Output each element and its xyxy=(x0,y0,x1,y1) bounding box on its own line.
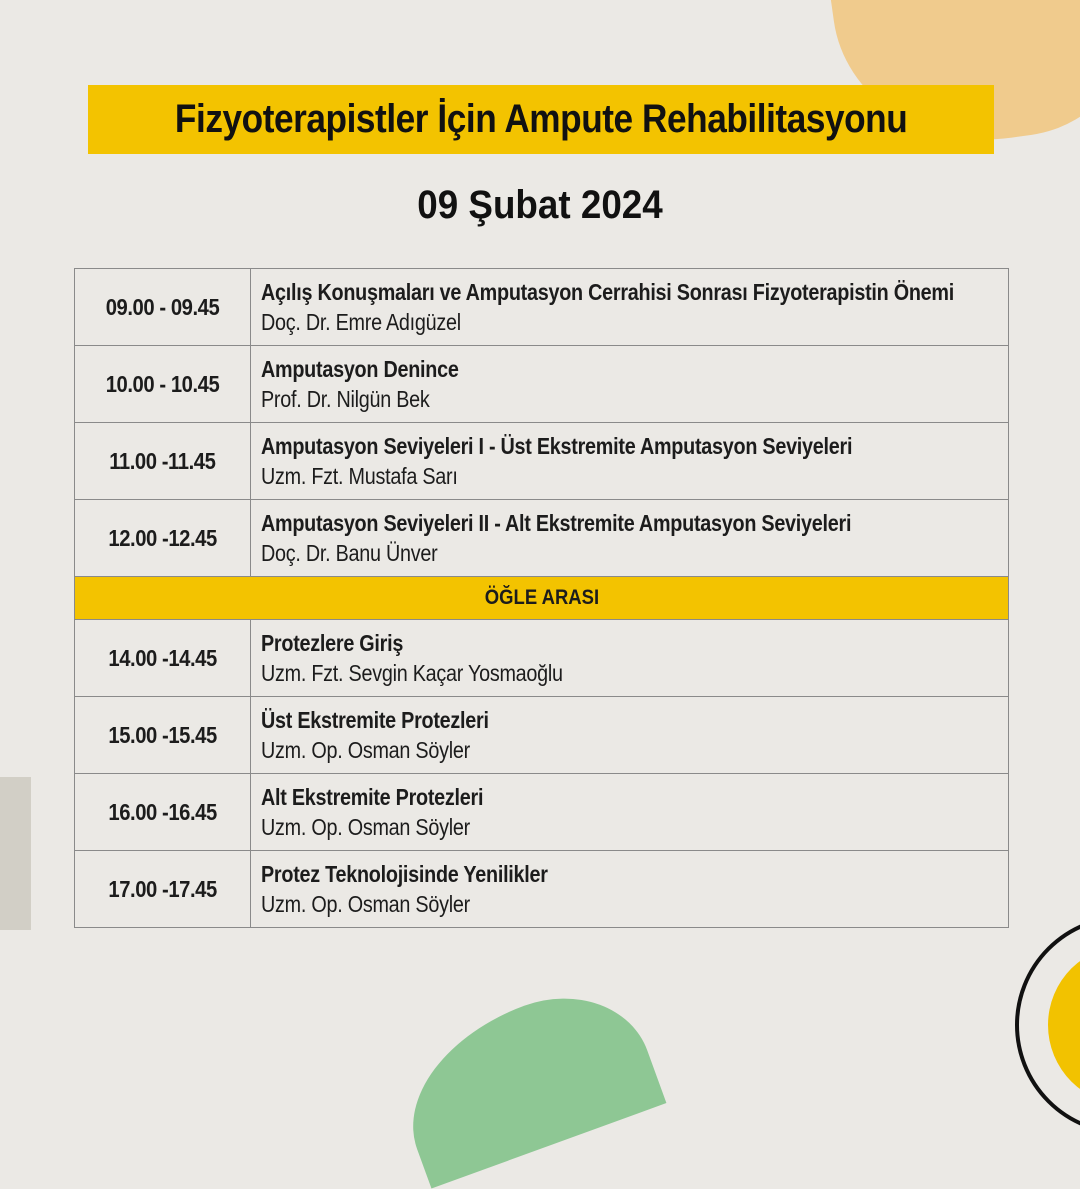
session-row xyxy=(75,620,1009,697)
session-info xyxy=(251,346,1009,423)
decorative-green-blob xyxy=(384,971,667,1188)
session-speaker: Prof. Dr. Nilgün Bek xyxy=(261,386,430,412)
session-row xyxy=(75,269,1009,346)
session-topic: Alt Ekstremite Protezleri xyxy=(261,784,484,810)
session-speaker: Uzm. Op. Osman Söyler xyxy=(261,814,470,840)
session-topic: Amputasyon Seviyeleri II - Alt Ekstremite Amputasyon Seviyeleri xyxy=(261,510,852,536)
session-topic: Amputasyon Denince xyxy=(261,356,459,382)
lunch-break-row xyxy=(75,577,1009,620)
session-topic: Açılış Konuşmaları ve Amputasyon Cerrahisi Sonrası Fizyoterapistin Önemi xyxy=(261,279,954,305)
session-topic: Protezlere Giriş xyxy=(261,630,404,656)
session-time: 15.00 -15.45 xyxy=(75,697,251,774)
session-time: 11.00 -11.45 xyxy=(75,423,251,500)
session-time: 16.00 -16.45 xyxy=(75,774,251,851)
session-info xyxy=(251,269,1009,346)
session-time: 12.00 -12.45 xyxy=(75,500,251,577)
session-time: 10.00 - 10.45 xyxy=(75,346,251,423)
session-time: 17.00 -17.45 xyxy=(75,851,251,928)
session-topic: Amputasyon Seviyeleri I - Üst Ekstremite Amputasyon Seviyeleri xyxy=(261,433,853,459)
session-speaker: Uzm. Fzt. Mustafa Sarı xyxy=(261,463,458,489)
session-row xyxy=(75,423,1009,500)
session-time: 09.00 - 09.45 xyxy=(75,269,251,346)
session-speaker: Uzm. Fzt. Sevgin Kaçar Yosmaoğlu xyxy=(261,660,563,686)
session-info xyxy=(251,774,1009,851)
session-row xyxy=(75,774,1009,851)
session-row xyxy=(75,346,1009,423)
decorative-outline-ring xyxy=(1015,915,1080,1135)
session-time: 14.00 -14.45 xyxy=(75,620,251,697)
session-info xyxy=(251,423,1009,500)
session-info xyxy=(251,697,1009,774)
event-date: 09 Şubat 2024 xyxy=(417,183,663,227)
session-info xyxy=(251,620,1009,697)
session-speaker: Doç. Dr. Emre Adıgüzel xyxy=(261,309,461,335)
session-row xyxy=(75,851,1009,928)
decorative-gray-tab xyxy=(0,777,31,930)
page-title: Fizyoterapistler İçin Ampute Rehabilitasyonu xyxy=(174,97,908,141)
title-banner xyxy=(88,85,994,154)
session-row xyxy=(75,500,1009,577)
program-table xyxy=(74,268,1009,928)
session-topic: Protez Teknolojisinde Yenilikler xyxy=(261,861,548,887)
session-speaker: Uzm. Op. Osman Söyler xyxy=(261,891,470,917)
session-speaker: Doç. Dr. Banu Ünver xyxy=(261,540,438,566)
session-speaker: Uzm. Op. Osman Söyler xyxy=(261,737,470,763)
lunch-break-label: ÖĞLE ARASI xyxy=(75,577,1009,620)
session-row xyxy=(75,697,1009,774)
session-topic: Üst Ekstremite Protezleri xyxy=(261,707,489,733)
session-info xyxy=(251,851,1009,928)
session-info xyxy=(251,500,1009,577)
